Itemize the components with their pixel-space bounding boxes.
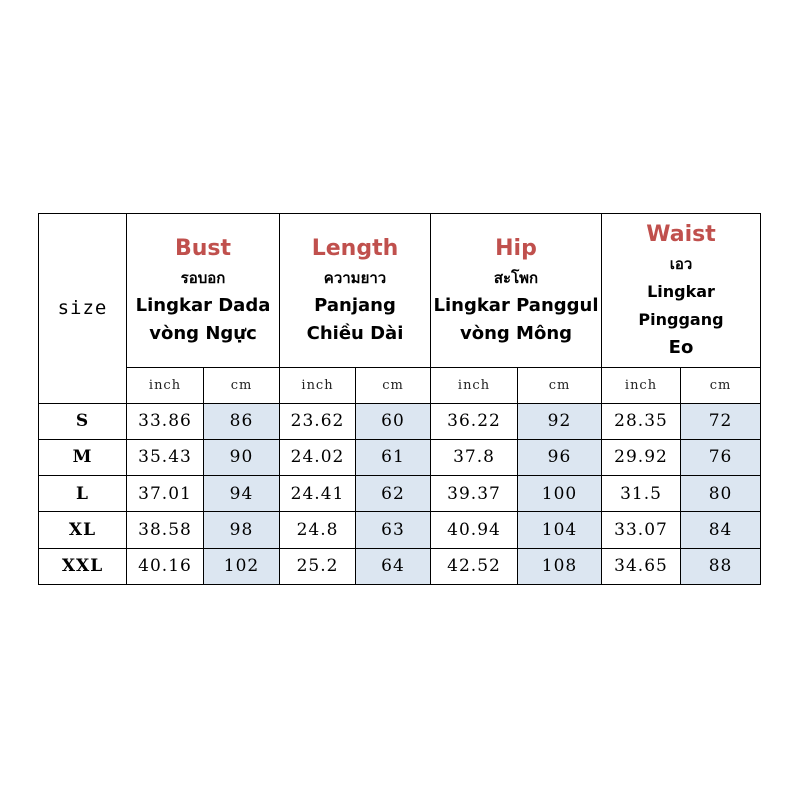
hip-title: Hip (495, 235, 537, 261)
size-column-header: size (39, 214, 127, 404)
hip-inch-value: 36.22 (431, 403, 518, 439)
size-chart-table (38, 213, 761, 585)
bust-cm-value: 90 (204, 439, 280, 475)
bust-inch-value: 37.01 (127, 476, 204, 512)
waist-header (602, 214, 761, 368)
size-label: XXL (39, 548, 127, 584)
hip-inch-value: 37.8 (431, 439, 518, 475)
table-row (39, 403, 761, 439)
length-cm-value: 61 (356, 439, 431, 475)
waist-inch-value: 34.65 (602, 548, 681, 584)
bust-title: Bust (174, 235, 232, 261)
length-header (280, 214, 431, 368)
table-row (39, 512, 761, 548)
hip-vietnamese: vòng Mông (459, 322, 573, 344)
bust-header (127, 214, 280, 368)
hip-inch-unit: inch (431, 368, 518, 403)
length-cm-unit: cm (356, 368, 431, 403)
waist-inch-value: 29.92 (602, 439, 681, 475)
bust-inch-unit: inch (127, 368, 204, 403)
length-title: Length (311, 235, 399, 261)
bust-vietnamese: vòng Ngực (149, 322, 257, 344)
bust-cm-value: 102 (204, 548, 280, 584)
waist-cm-value: 84 (681, 512, 761, 548)
bust-cm-value: 94 (204, 476, 280, 512)
waist-cm-value: 80 (681, 476, 761, 512)
table-row (39, 476, 761, 512)
hip-thai: สะโพก (493, 268, 539, 287)
hip-inch-value: 40.94 (431, 512, 518, 548)
bust-inch-value: 33.86 (127, 403, 204, 439)
bust-thai: รอบอก (180, 268, 226, 287)
length-inch-value: 23.62 (280, 403, 356, 439)
size-label: M (39, 439, 127, 475)
waist-inch-value: 28.35 (602, 403, 681, 439)
bust-indonesian: Lingkar Dada (135, 294, 271, 316)
size-label: S (39, 403, 127, 439)
length-cm-value: 60 (356, 403, 431, 439)
waist-cm-value: 88 (681, 548, 761, 584)
header-row (39, 214, 761, 368)
bust-inch-value: 35.43 (127, 439, 204, 475)
length-inch-value: 24.02 (280, 439, 356, 475)
waist-title: Waist (646, 221, 716, 247)
length-vietnamese: Chiều Dài (306, 322, 404, 344)
length-cm-value: 62 (356, 476, 431, 512)
length-inch-value: 24.8 (280, 512, 356, 548)
hip-cm-value: 100 (518, 476, 602, 512)
waist-indonesian: Lingkar Pinggang (638, 281, 724, 329)
table-row (39, 548, 761, 584)
length-inch-value: 25.2 (280, 548, 356, 584)
size-label: XL (39, 512, 127, 548)
unit-row (39, 368, 761, 403)
bust-cm-unit: cm (204, 368, 280, 403)
bust-cm-value: 98 (204, 512, 280, 548)
waist-vietnamese: Eo (668, 336, 694, 358)
waist-inch-unit: inch (602, 368, 681, 403)
length-inch-unit: inch (280, 368, 356, 403)
waist-cm-value: 72 (681, 403, 761, 439)
hip-inch-value: 39.37 (431, 476, 518, 512)
waist-cm-value: 76 (681, 439, 761, 475)
waist-inch-value: 33.07 (602, 512, 681, 548)
length-cm-value: 63 (356, 512, 431, 548)
hip-cm-value: 92 (518, 403, 602, 439)
bust-inch-value: 38.58 (127, 512, 204, 548)
hip-cm-value: 96 (518, 439, 602, 475)
hip-indonesian: Lingkar Panggul (433, 294, 599, 316)
bust-inch-value: 40.16 (127, 548, 204, 584)
table-row (39, 439, 761, 475)
length-inch-value: 24.41 (280, 476, 356, 512)
length-indonesian: Panjang (314, 294, 396, 316)
hip-inch-value: 42.52 (431, 548, 518, 584)
hip-cm-unit: cm (518, 368, 602, 403)
size-label: L (39, 476, 127, 512)
hip-header (431, 214, 602, 368)
hip-cm-value: 108 (518, 548, 602, 584)
hip-cm-value: 104 (518, 512, 602, 548)
waist-thai: เอว (669, 254, 693, 273)
length-thai: ความยาว (323, 268, 387, 287)
waist-inch-value: 31.5 (602, 476, 681, 512)
waist-cm-unit: cm (681, 368, 761, 403)
bust-cm-value: 86 (204, 403, 280, 439)
length-cm-value: 64 (356, 548, 431, 584)
